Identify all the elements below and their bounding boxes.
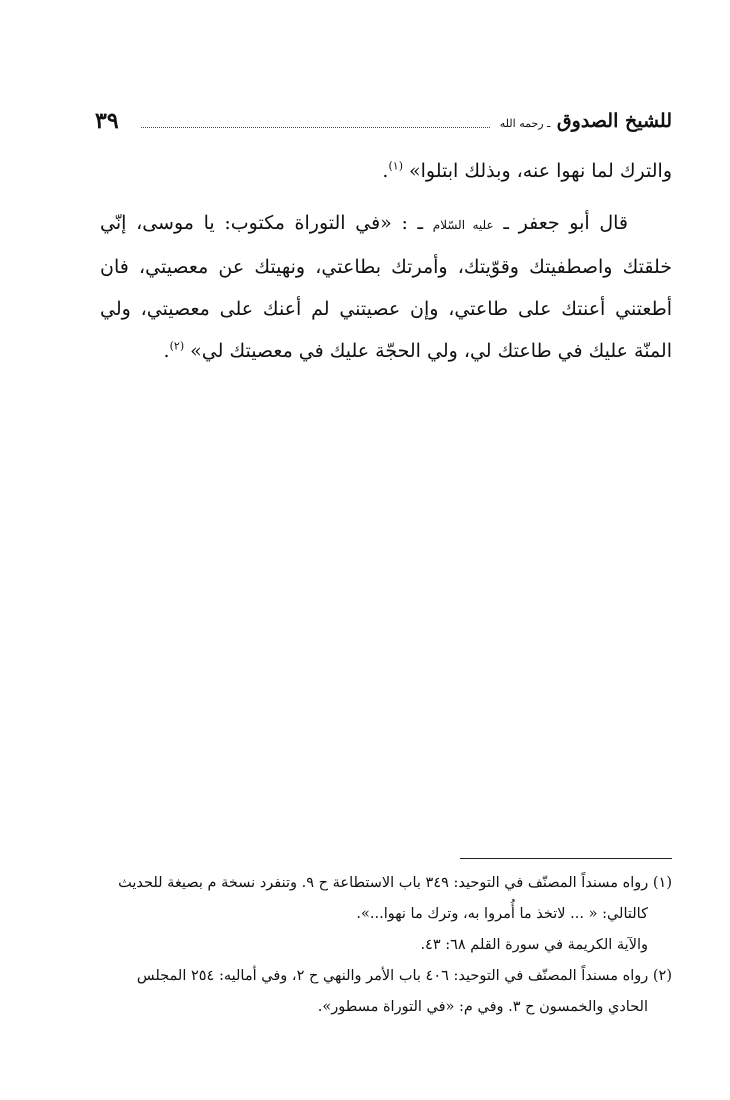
paragraph-2-text: ـ : «في التوراة مكتوب: يا موسى، إنّي خلقتك واصطفيتك وقوّيتك، وأمرتك بطاعتي، ونهيتك عن معصيتي، فان أطعتني أعنتك على طاعتي، وإن عصيتني لم أعنك على معصيتي، ولي المنّة عليك في طاعتك لي، ولي الحجّة عليك في معصيتك لي» [100, 212, 672, 362]
paragraph-1-text: والترك لما نهوا عنه، وبذلك ابتلوا» [409, 160, 672, 182]
header-title [500, 110, 672, 132]
footnote-1-line-2: كالتالي: « ... لاتخذ ما أُمروا به، وترك ما نهوا...». [356, 906, 648, 922]
header-title-text: للشيخ الصدوق [556, 110, 672, 132]
paragraph-2 [100, 202, 672, 372]
footnotes [100, 868, 672, 1023]
main-text [100, 150, 672, 372]
page-number: ٣٩ [95, 108, 119, 134]
header-honorific: ـ رحمه الله [499, 117, 551, 130]
paragraph-2-end: . [163, 340, 170, 362]
footnote-ref-1: (١) [388, 159, 403, 173]
footnote-1-line-1: (١) رواه مسنداً المصنّف في التوحيد: ٣٤٩ باب الاستطاعة ح ٩. وتنفرد نسخة م بصيغة للحديث [118, 875, 672, 891]
footnote-2-line-2: الحادي والخمسون ح ٣. وفي م: «في التوراة مسطور». [317, 999, 648, 1015]
running-header [95, 105, 672, 137]
paragraph-2-start: قال أبو جعفر ـ [503, 212, 628, 234]
footnote-separator [460, 858, 672, 859]
header-dotted-leader [141, 126, 490, 128]
footnote-2-line-1: (٢) رواه مسنداً المصنّف في التوحيد: ٤٠٦ باب الأمر والنهي ح ٢، وفي أماليه: ٢٥٤ المجلس [136, 968, 672, 984]
footnote-ref-2: (٢) [169, 339, 185, 353]
paragraph-2-honorific: عليه السّلام [432, 218, 494, 232]
paragraph-1-end: . [382, 160, 389, 182]
footnote-1-line-3: والآية الكريمة في سورة القلم ٦٨: ٤٣. [420, 937, 648, 953]
paragraph-1 [100, 150, 672, 192]
